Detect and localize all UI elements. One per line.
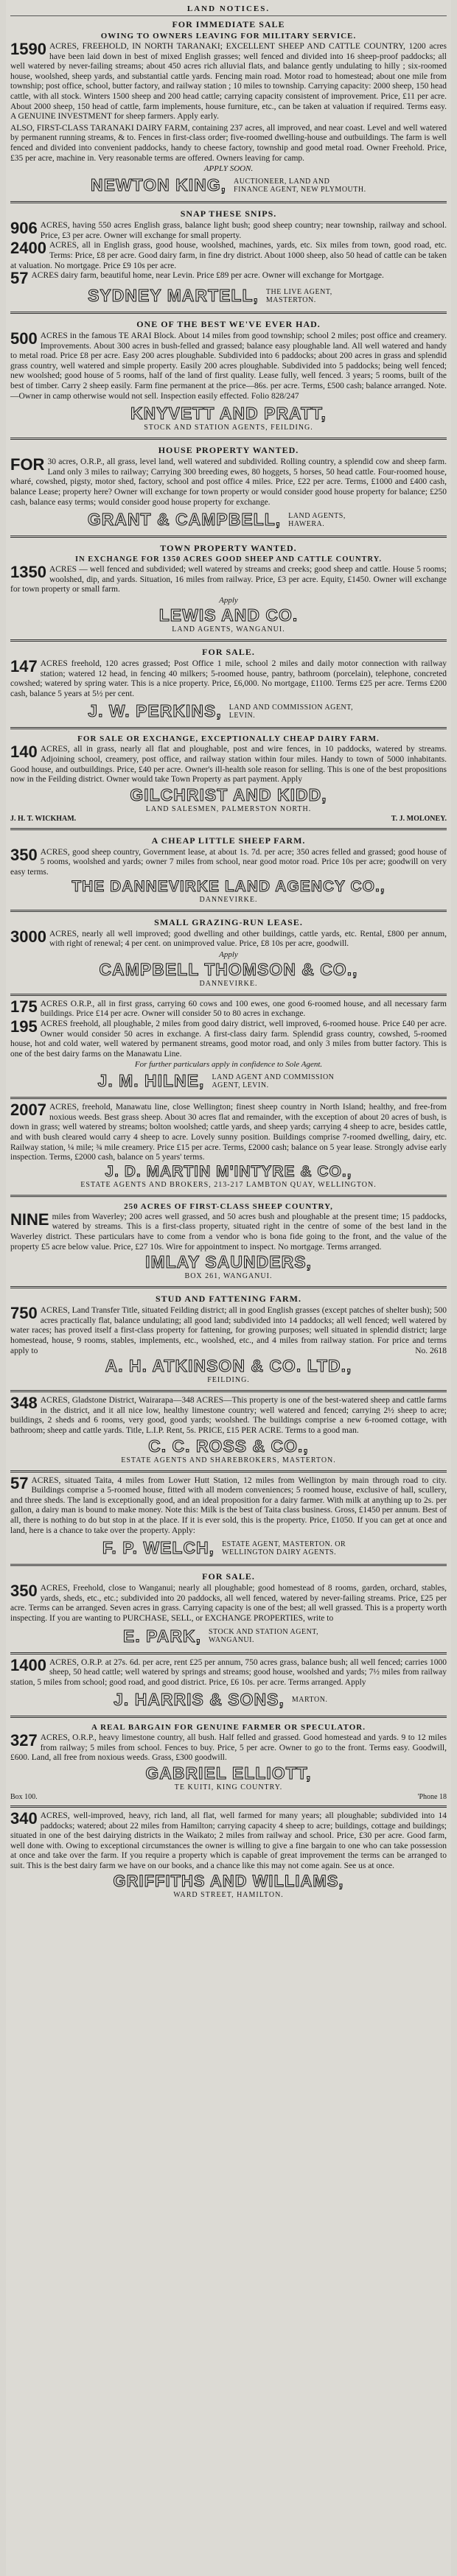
divider: [10, 639, 447, 642]
ad-body: [10, 1103, 447, 1163]
agent-address: AUCTIONEER, LAND AND FINANCE AGENT, NEW PLYMOUTH.: [234, 177, 366, 194]
ad-lead-number: 175: [10, 997, 38, 1016]
agent-block: [10, 1071, 447, 1091]
agent-name: J. HARRIS & SONS,: [114, 1690, 285, 1710]
ad-subheading: IN EXCHANGE FOR 1350 ACRES GOOD SHEEP AND CATTLE COUNTRY.: [74, 555, 383, 564]
ad-lead-number: 2400: [10, 239, 46, 258]
agent-name: E. PARK,: [123, 1626, 201, 1646]
agent-name: SYDNEY MARTELL,: [88, 286, 259, 306]
ad-body: [10, 457, 447, 508]
ad-heading: HOUSE PROPERTY WANTED.: [158, 445, 299, 456]
divider: [10, 312, 447, 314]
land-notice: [10, 1810, 447, 1903]
agent-address: FEILDING.: [207, 1376, 250, 1385]
land-notice: [10, 1291, 447, 1388]
ad-text: ACRES freehold, all ploughable, 2 miles from good dairy district, well improved, 6-roomed house. Price £40 per acre. Owner would consider 50 acres in exchange. A first-class dairy farm. Splendid grass country, cowshed, 5-roomed house, hot and cold water, well watered by permanent streams, good motor road, and only 3 miles from butter factory. This is one of the best dairy farms on the Manawatu Line.: [10, 1019, 447, 1059]
ad-lead-number: 1590: [10, 40, 46, 58]
agent-name: GRANT & CAMPBELL,: [87, 510, 282, 530]
ad-lead-number: 3000: [10, 927, 46, 946]
land-notice: [10, 1199, 447, 1284]
ad-heading: FOR SALE OR EXCHANGE, EXCEPTIONALLY CHEAP DAIRY FARM.: [77, 734, 380, 744]
agent-block: [10, 701, 447, 721]
ad-lead-number: 350: [10, 845, 38, 864]
partner-name: T. J. MOLONEY.: [391, 814, 447, 823]
ad-body: [10, 845, 447, 878]
contact-row: [10, 1793, 447, 1801]
ad-heading: FOR SALE.: [202, 647, 255, 657]
ad-lead-number: 327: [10, 1731, 38, 1750]
ad-text: ACRES, O.R.P., heavy limestone country, all bush. Half felled and grassed. Good homestead and yards. 9 to 12 miles from railway; 5 miles from school. Fences to buy. Price, 5 per acre. Owner to go to the front. Terms easy. Goodwill, £600. Land, all free from noxious weeds. Grass, £300 goodwill.: [10, 1733, 447, 1763]
divider: [10, 1564, 447, 1566]
ad-body: [10, 1811, 447, 1872]
ad-heading: 250 ACRES OF FIRST-CLASS SHEEP COUNTRY,: [124, 1201, 333, 1211]
agent-name: C. C. ROSS & CO.,: [148, 1436, 309, 1456]
divider: [10, 727, 447, 729]
ad-body: [10, 659, 447, 699]
ad-text: ACRES freehold, 120 acres grassed; Post Office 1 mile, school 2 miles and daily motor connection with railway station; watered 12 head, in fencing 40 milkers; 5-roomed house, pantry, bathroom (porcelain), telephone, concreted cowshed; watered by spring water. This is a nice property. Price, £6,000. No mortgage, £1100. Terms £25 per acre. Terms £200 cash, balance 5 years at 5½ per cent.: [10, 659, 447, 698]
ad-lead-number: 195: [10, 1017, 38, 1036]
land-notice: [10, 1720, 447, 1803]
agent-block: [10, 1626, 447, 1646]
ad-text: ACRES, all in grass, nearly all flat and ploughable, post and wire fences, in 10 paddocks, watered by streams. Adjoining school, creamery, post office, and railway station within four miles. Handy to town of 5000 inhabitants. Good house, and outbuildings. Price, £40 per acre. Owner's ill-health sole reason for selling. This is one of the best propositions now in the Feilding district. Owner would take Town Property as part payment. Apply: [10, 745, 447, 785]
ad-body: [10, 565, 447, 595]
land-notice: [10, 16, 447, 199]
agent-address: LAND AND COMMISSION AGENT, LEVIN.: [228, 703, 354, 720]
ad-body-2: [10, 1019, 447, 1059]
folio-number: Folio 828/247: [251, 391, 299, 401]
agent-name: IMLAY SAUNDERS,: [145, 1252, 312, 1272]
ad-text: ACRES, freehold, Manawatu line, close Wellington; finest sheep country in North Island; healthy, and free-from noxious weeds. Best grass sheep. About 30 acres flat and remainder, with the exception of about 20 acres of bush, is down in grass; well watered by streams; bolton woolshed; cattle yards, and sheep yards; carrying 4 sheep to acre, besides cattle, and with bush cleared would carry 4 sheep to acre. Lovely sunny position. Buildings comprise 7-roomed dwelling, dairy, etc. Railway station, ¼ mile; ¾ mile creamery. Price £15 per acre. Terms, £2000 cash; balance on 5 year lease. Strongly advise early inspection. Terms, £2000 cash, balance on 5 years' terms.: [10, 1103, 447, 1162]
ad-heading: SMALL GRAZING-RUN LEASE.: [154, 916, 303, 927]
agent-name: J. W. PERKINS,: [88, 701, 222, 721]
agent-address: BOX 261, WANGANUI.: [184, 1272, 273, 1281]
agent-name: NEWTON KING,: [90, 175, 227, 195]
land-notice: [10, 1394, 447, 1467]
partner-name: J. H. T. WICKHAM.: [10, 814, 77, 823]
ad-body: [10, 1655, 447, 1688]
ad-text: miles from Waverley; 200 acres well grassed, and 50 acres bush and ploughable at the present time; 15 paddocks, watered by streams. This is a first-class property, situated right in the centre of some of the best land in the Waverley district. These particulars have to come from a vendor who is bona fide going to the front, and the value of the property £5 acre below value. Price, £27 10s. Wire for appointment to inspect. No mortgage. Terms arranged.: [10, 1212, 447, 1252]
ad-text: ACRES, FREEHOLD, IN NORTH TARANAKI; EXCELLENT SHEEP AND CATTLE COUNTRY, 1200 acres have been laid down in best of mixed English grasses; well fenced and divided into 16 sheep-proof paddocks; all well watered by never-failing streams; about 450 acres rich alluvial flats, and balance gently undulating to hilly ; six-roomed house, woolshed, sheep yards, and substantial cattle yards. Fencing main road. Motor road to homestead; about one mile from township; post office, school, butter factory, and railway station ; 10 miles to township. Carrying capacity: 2000 sheep, 150 head cattle, with all stock. Winters 1500 sheep and 200 head cattle; carrying capacity consistent of improvement. Price, £11 per acre. About 2000 sheep, 150 head of cattle, farm implements, house furniture, etc., can be taken at valuation if required. Terms easy. A GENUINE INVESTMENT for sheep farmers. Apply early.: [10, 42, 447, 122]
land-notice: [10, 1101, 447, 1193]
agent-address: ESTATE AGENT, MASTERTON. OR WELLINGTON DAIRY AGENTS.: [222, 1540, 346, 1557]
agent-name: A. H. ATKINSON & CO. LTD.,: [105, 1356, 352, 1376]
agent-address: DANNEVIRKE.: [199, 979, 258, 988]
box-number: Box 100.: [10, 1793, 38, 1802]
ad-lead-number: 340: [10, 1809, 38, 1828]
ad-body: [10, 997, 447, 1019]
ad-heading: FOR SALE.: [202, 1571, 255, 1582]
newspaper-page: [6, 0, 451, 2576]
agent-block: [10, 175, 447, 195]
land-notice: [10, 540, 447, 637]
ad-subheading: OWING TO OWNERS LEAVING FOR MILITARY SERVICE.: [100, 32, 357, 41]
agent-block: [10, 286, 447, 306]
agent-address: LAND AGENTS, WANGANUI.: [172, 625, 285, 634]
ad-apply: Apply: [219, 950, 238, 959]
section-masthead: LAND NOTICES.: [10, 3, 447, 16]
agent-name: LEWIS AND CO.: [158, 606, 299, 625]
ad-heading: STUD AND FATTENING FARM.: [155, 1294, 301, 1305]
ad-text: ACRES, all in English grass, good house, woolshed, machines, yards, etc. Six miles from town, good road, etc. Terms: Price, £8 per acre. Good dairy farm, in fine dry district. About 1000 sheep, also 50 head of cattle can be taken at valuation. No mortgage. Price £9 10s per acre.: [10, 241, 447, 270]
land-notice: [10, 998, 447, 1095]
ad-text: ACRES O.R.P., all in first grass, carrying 60 cows and 100 ewes, one good 6-roomed house, and all necessary farm buildings. Price £14 per acre. Owner will consider 50 to 80 acres in exchange.: [40, 999, 447, 1019]
land-notice: [10, 644, 447, 725]
agent-name: GILCHRIST AND KIDD,: [130, 785, 327, 804]
ad-heading: A CHEAP LITTLE SHEEP FARM.: [151, 835, 306, 846]
ad-body: [10, 1396, 447, 1436]
ad-text: ACRES, nearly all well improved; good dwelling and other buildings, cattle yards, etc. Rental, £800 per annum, with right of renewal; 4 per cent. on unimproved value. Price, £8 10s per acre, goodwill.: [49, 929, 447, 949]
agent-address: LAND AGENTS, HAWERA.: [288, 511, 346, 528]
ad-lead-number: NINE: [10, 1210, 49, 1229]
ad-lead-number: 57: [10, 269, 29, 288]
ad-body: [10, 745, 447, 785]
ad-text: ACRES, situated Taita, 4 miles from Lower Hutt Station, 12 miles from Wellington by main through road to city. Buildings comprise a 5-roomed house, fitted with all modern conveniences; 5 roomed house, exclusive of hall, scullery, and three sheds. The land is exceptionally good, and an ideal proposition for a dairy farmer. With milk at anything up to 2s. per gallon, a dairy man is bound to make money. Note this: Milk is the best of Taita class business. Gross, £1450 per annum. Best of all, there is nothing to do but stop in at the place. If it is ever sold, this is the property. Price, £1050. If you can get at once and land, here is a chance to take over the property. Apply:: [10, 1475, 447, 1535]
land-notice: [10, 442, 447, 533]
ad-lead-number: 500: [10, 329, 38, 348]
land-notice: [10, 316, 447, 435]
ad-lead-number: 350: [10, 1582, 38, 1601]
divider: [10, 994, 447, 996]
divider: [10, 201, 447, 203]
divider: [10, 438, 447, 440]
ad-lead-number: 750: [10, 1304, 38, 1323]
agent-name: CAMPBELL THOMSON & CO.,: [99, 959, 358, 979]
divider: [10, 1652, 447, 1654]
ad-lead-number: 140: [10, 743, 38, 762]
ad-reference-number: No. 2618: [415, 1346, 447, 1355]
divider: [10, 1286, 447, 1288]
ad-text: ACRES, Land Transfer Title, situated Feilding district; all in good English grasses (except patches of shelter bush); 500 acres practically flat, balance undulating; all good land; subdivided into 14 paddocks; all well fenced; well watered by water races; has proved itself a first-class property for fattening, for growing purposes; well situated in splendid district; large homestead, house, 9 rooms, stables, implements, etc., woolshed, etc., and 4 miles from railway station. For price and terms apply to: [10, 1306, 447, 1355]
agent-address: WARD STREET, HAMILTON.: [173, 1890, 284, 1899]
agent-block: [10, 1538, 447, 1558]
ad-text: ACRES, having 550 acres English grass, balance light bush; good sheep country; near township, railway and school. Price, £3 per acre. Owner will exchange for small property.: [40, 221, 447, 240]
ad-text: ACRES in the famous TE ARAI Block. About 14 miles from good township; school 2 miles; post office and creamery. Improvements. About 300 acres in bush-felled and grassed; balance easy ploughable land. All well watered and handy to metal road. Price £8 per acre. Easy 200 acres ploughable. Subdivided into 6 paddocks; about 200 acres in grass and splendid grass country, well watered and simple property. Easily 200 acres ploughable. Subdivided into 5 paddocks; being well fenced; new woolshed; good house of 5 rooms, half of the land of first quality. Lease fully, well fenced. 3 years; 5 rooms, built of the best of timber. Carry 2 sheep easily. Farm fine permanent at the price—86s. per acre. Terms, £500 cash; balance arranged. Note.—Owner in camp otherwise would not sell. Inspection easily effected.: [10, 331, 447, 401]
ad-text: ACRES, good sheep country, Government lease, at about 1s. 7d. per acre; 350 acres felled and grassed; good house of 5 rooms, woolshed and yards; owner 7 miles from school, near good motor road. Price 10s per acre; goodwill on very easy terms.: [10, 847, 447, 877]
ad-text: ACRES, Gladstone District, Wairarapa—348 ACRES—This property is one of the best-watered sheep and cattle farms in the district, and it all nice low, healthy limestone country; well watered and fenced; carrying 2½ sheep to acre; buildings, 2 sheds and 6 rooms, very good, good yards; woolshed. The buildings comprise a new 6-roomed cottage, with bathroom; sheep and cattle yards. Title, L.I.P. Rent, 5s. PRICE, £15 PER ACRE. Terms to a good man.: [10, 1396, 447, 1435]
divider: [10, 1195, 447, 1197]
ad-apply: For further particulars apply in confidence to Sole Agent.: [134, 1060, 323, 1070]
ad-lead-number: 906: [10, 219, 38, 238]
ad-body-3: [10, 269, 447, 288]
agent-name: F. P. WELCH,: [102, 1538, 215, 1558]
ad-body: [10, 1473, 447, 1537]
ad-lead-number: FOR: [10, 455, 45, 474]
ad-body-2: ALSO, FIRST-CLASS TARANAKI DAIRY FARM, containing 237 acres, all improved, and near coast. Level and well watered by permanent running streams, & to. Fences in first-class order; five-roomed dwelling-house and outbuildings. The farm is well fenced and divided into convenient paddocks, handy to cheese factory, township and good metal road. Owner Freehold. Price, £35 per acre, machine in. Very reasonable terms are offered. Owners leaving for camp.: [10, 123, 447, 163]
ad-lead-number: 2007: [10, 1101, 46, 1120]
ad-body: [10, 42, 447, 122]
agent-name: GRIFFITHS AND WILLIAMS,: [113, 1871, 344, 1890]
ad-text: ACRES, Freehold, close to Wanganui; nearly all ploughable; good homestead of 8 rooms, garden, orchard, stables, yards, sheds, etc., etc.; subdivided into 20 paddocks, all well fenced, watered by never-failing streams. Price, £25 per acre. Terms can be arranged. Seven acres in grass. Carrying capacity is one of the best; all well grassed. This is a property worth inspecting. If you are wanting to PURCHASE, SELL, or EXCHANGE PROPERTIES, write to: [10, 1584, 447, 1623]
ad-body: [10, 1212, 447, 1252]
ad-lead-number: 348: [10, 1394, 38, 1413]
ad-text: ACRES — well fenced and subdivided; well watered by streams and creeks; good sheep and cattle. House 5 rooms; woolshed, dip, and yards. Situation, 16 miles from railway. Price, £3 per acre. Equity, £1450. Owner will exchange for town property or small farm.: [10, 565, 447, 594]
ad-text: ACRES, well-improved, heavy, rich land, all flat, well farmed for many years; all ploughable; subdivided into 14 paddocks; watered; about 22 miles from Hamilton; carrying capacity 4 sheep to acre; buildings, cottage and buildings; situated in one of the best dairying districts in the Waikato; 2 miles from railway and school. Price, £30 per acre. Good farm, well done with. Owing to exceptional circumstances the owner is willing to give a fine bargain to one who can take possession at once and take over the farm. If you require a property which is capable of great improvement the terms can be arranged to suit. This is the best dairy farm we have on our books, and a chance like this may not come again. See us at once.: [10, 1811, 447, 1871]
agent-address: THE LIVE AGENT, MASTERTON.: [265, 287, 332, 304]
ad-text: 30 acres, O.R.P., all grass, level land, well watered and subdivided. Rolling country, a splendid cow and sheep farm. Land only 3 miles to railway; Carrying 300 breeding ewes, 80 hoggets, 5 horses, 50 head cattle. Four-roomed house, wharé, cowshed, pigsty, motor shed, factory, school and post office 4 miles. Price, £22 per acre. Terms, £1000 and £400 cash, balance Lease; property here? Owner will exchange for town property or would consider good house property for balance; £250 cash, balance easy terms; would consider good house property for exchange.: [10, 457, 447, 507]
ad-text: ACRES, O.R.P. at 27s. 6d. per acre, rent £25 per annum, 750 acres grass, balance bush; all well fenced; carries 1000 sheep, 50 head cattle; well watered by springs and streams; good house, woolshed and yards; 7½ miles from railway station, 5 miles from school; good road, and good district. Price, £6 10s. per acre. Terms arranged. Apply: [10, 1657, 447, 1687]
land-notice: [10, 206, 447, 309]
ad-heading: FOR IMMEDIATE SALE: [172, 19, 285, 29]
divider: [10, 536, 447, 538]
ad-lead-number: 1400: [10, 1655, 46, 1674]
ad-heading: TOWN PROPERTY WANTED.: [160, 543, 297, 554]
agent-name: GABRIEL ELLIOTT,: [145, 1763, 312, 1783]
ad-apply: APPLY SOON.: [203, 164, 254, 174]
divider: [10, 1390, 447, 1392]
land-notice: [10, 914, 447, 992]
land-notice: [10, 1657, 447, 1714]
ad-body: [10, 1733, 447, 1763]
agent-address: ESTATE AGENTS AND SHAREBROKERS, MASTERTON.: [121, 1456, 336, 1464]
ad-lead-number: 1350: [10, 563, 46, 582]
divider: [10, 1805, 447, 1808]
agent-block: [10, 1690, 447, 1710]
ad-body: [10, 1584, 447, 1624]
agent-name: KNYVETT AND PRATT,: [130, 404, 327, 424]
divider: [10, 1470, 447, 1473]
divider: [10, 910, 447, 912]
agent-name: THE DANNEVIRKE LAND AGENCY CO.,: [71, 877, 386, 895]
ad-heading: SNAP THESE SNIPS.: [180, 208, 277, 220]
ad-lead-number: 147: [10, 657, 38, 675]
ad-body: [10, 1306, 447, 1356]
agent-address: LAND AGENT AND COMMISSION AGENT, LEVIN.: [212, 1073, 335, 1089]
ad-body: [10, 331, 447, 401]
divider: [10, 1716, 447, 1718]
ad-heading: A REAL BARGAIN FOR GENUINE FARMER OR SPECULATOR.: [91, 1723, 366, 1733]
divider: [10, 828, 447, 830]
ad-apply: Apply: [219, 596, 238, 605]
ad-body: [10, 221, 447, 241]
land-notice: [10, 731, 447, 825]
agent-address: MARTON.: [291, 1696, 328, 1705]
agent-block: [10, 510, 447, 530]
ad-lead-number: 57: [10, 1473, 29, 1492]
agent-address: STOCK AND STATION AGENT, WANGANUI.: [208, 1628, 319, 1644]
agent-address: STOCK AND STATION AGENTS, FEILDING.: [144, 424, 313, 432]
ad-heading: ONE OF THE BEST WE'VE EVER HAD.: [136, 319, 321, 330]
land-notice: [10, 832, 447, 908]
agent-name: J. M. HILNE,: [97, 1071, 205, 1091]
agent-address: ESTATE AGENTS AND BROKERS, 213-217 LAMBTON QUAY, WELLINGTON.: [80, 1180, 377, 1189]
ad-body-2: [10, 241, 447, 271]
divider: [10, 1097, 447, 1099]
land-notice: [10, 1568, 447, 1649]
agent-address: LAND SALESMEN, PALMERSTON NORTH.: [145, 804, 312, 813]
agent-name: J. D. MARTIN M'INTYRE & CO.,: [105, 1162, 352, 1180]
ad-text: ACRES dairy farm, beautiful home, near Levin. Price £89 per acre. Owner will exchange for Mortgage.: [31, 271, 384, 281]
ad-body: [10, 927, 447, 950]
agent-address: TE KUITI, KING COUNTRY.: [174, 1783, 283, 1792]
agent-address: DANNEVIRKE.: [199, 895, 258, 904]
phone-number: 'Phone 18: [417, 1793, 447, 1802]
land-notice: [10, 1475, 447, 1562]
partners-row: [10, 815, 447, 823]
